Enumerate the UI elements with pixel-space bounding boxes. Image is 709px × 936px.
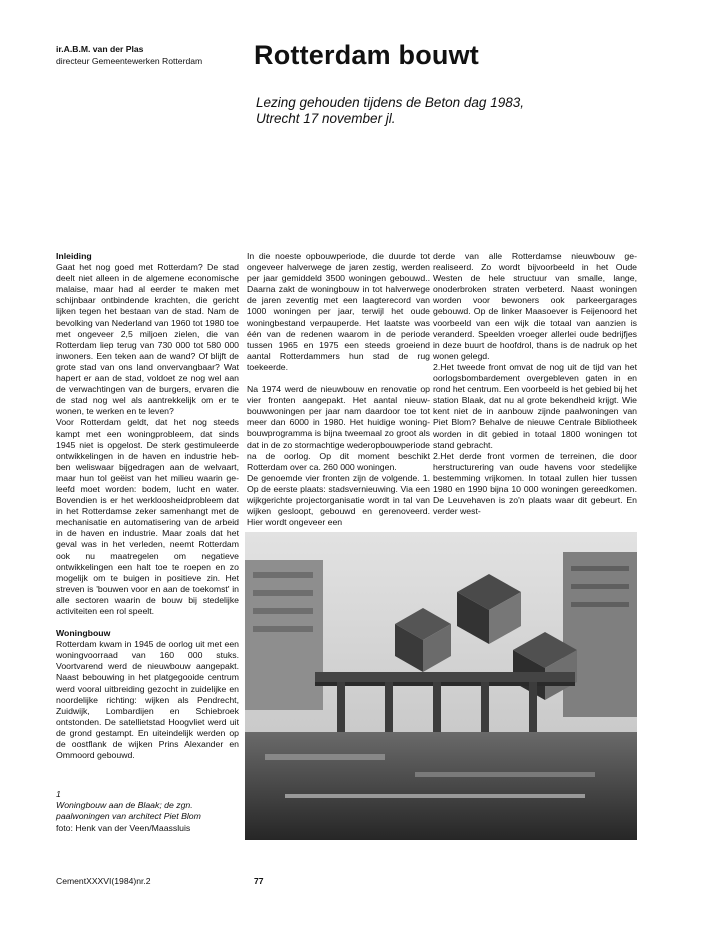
caption-line: Woningbouw aan de Blaak; de zgn. (56, 800, 193, 811)
text-column-1 (56, 251, 239, 761)
journal-reference: CementXXXVI(1984)nr.2 (56, 876, 151, 886)
author-role: directeur Gemeentewerken Rotterdam (56, 56, 203, 66)
article-subtitle (256, 95, 586, 127)
subtitle-line: Lezing gehouden tijdens de Beton dag 1983, (256, 95, 524, 110)
article-title: Rotterdam bouwt (254, 40, 479, 70)
paragraph: Voor Rotterdam geldt, dat het nog steeds kampt met een woningprobleem, dat sinds 1945 niet is opgelost. De sterk gestimuleerde ontwikkelingen in de haven en industrie hebben weliswaar bijgedragen aan de welvaart, maar hun tol geëist van het milieu waarin geleefd moet worden: bodem, lucht en water. Bovendien is er het werkloosheidprobleem dat in het Rotterdamse zeker samenhangt met de mechanisatie en automatisering van de arbeid in de haven en industrie. Maar zoals dat het geval was in het verleden, neemt Rotterdam ook nu maatregelen om negatieve ontwikkelingen een halt toe te roepen en zo mogelijk om te buigen in positieve zin. Het streven is 'bouwen voor en aan de toekomst' in alle sectoren waarin de bouw bij stedelijke activiteiten een rol speelt. (56, 417, 239, 616)
paragraph: In die noeste opbouwperiode, die duurde tot ongeveer halverwege de jaren zestig, werden per jaar gemiddeld 3500 woningen gebouwd.. Daarna zakt de woningbouw in tot halverwege de jaren zeventig met een laagterecord van 1000 woningen per jaar, terwijl het oude woningbestand verpauperde. Het laatste was één van de redenen waarom in de periode tussen 1965 en 1975 een steeds groeiend aantal Rotterdammers hun stad de rug toekeerde. (247, 251, 430, 372)
construction-photo (245, 532, 637, 840)
paragraph: De genoemde vier fronten zijn de volgende. 1. Op de eerste plaats: stadsvernieuwing. Via een wijkgerichte projectorganisatie wordt in tal van wijken gesloopt, gebouwd en gerenoveerd. Hier wordt ongeveer een (247, 472, 430, 528)
section-heading-woningbouw: Woningbouw (56, 628, 111, 639)
text-column-3 (433, 251, 637, 517)
author-name: ir.A.B.M. van der Plas (56, 44, 144, 54)
paragraph: 2.Het tweede front omvat de nog uit de tijd van het oorlogsbombardement overgebleven gaten in en rond het centrum. Een voorbeeld is het gebied bij het station Blaak, dat nu al grote bekendheid krijgt. Wie kent niet de in aanbouw zijnde paalwoningen van Piet Blom? Behalve de nieuwe Centrale Bibliotheek worden in dit gebied in totaal 1800 woningen tot stand gebracht. (433, 361, 637, 450)
paragraph: Rotterdam kwam in 1945 de oorlog uit met een woningvoorraad van 160 000 stuks. Voortvarend werd de nieuwbouw aangepakt. Naast bebouwing in het platgegooide centrum werd vooral uitbreiding gezocht in zuidelijke en noordelijke richting: wijken als Pendrecht, Zuidwijk, Lombardijen en Schiebroek ontstonden. De satellietstad Hoogvliet werd uit de grond gestampt. En uiteindelijk werden op de oostflank de wijken Prins Alexander en Ommoord gebouwd. (56, 639, 239, 761)
page-number: 77 (254, 876, 264, 886)
caption-line: paalwoningen van architect Piet Blom (56, 811, 201, 822)
subtitle-line: Utrecht 17 november jl. (256, 111, 396, 126)
paragraph: 2.Het derde front vormen de terreinen, die door herstructurering van oude havens voor stedelijke bestemming vrijkomen. In totaal zullen hier tussen 1980 en 1990 bijna 10 000 woningen gereedkomen. De Leuvehaven is zo'n plaats waar dit gebeurt. En verder west- (433, 450, 637, 517)
paragraph: Gaat het nog goed met Rotterdam? De stad deelt niet alleen in de algemene economische malaise, maar had al eerder te maken met schijnbaar ontbindende krachten, die gericht lijken tegen het bestaan van de stad. Nam de bevolking van Nederland van 1960 tot 1980 toe met ongeveer 2,5 miljoen zielen, die van Rotterdam liep terug van 730 000 tot 580 000 inwoners. Een teken aan de wand? Of blijft de grote stad van ons land onvervangbaar? Wat hapert er aan de stad, voldoet ze nog wel aan de verwachtingen van de burgers, ervaren die de stad nog wel als aantrekkelijk om er te wonen, te werken en te leven? (56, 262, 239, 417)
paragraph: Na 1974 werd de nieuwbouw en renovatie op vier fronten aangepakt. Het aantal nieuwbouwwoningen per jaar nam daardoor toe tot meer dan 6000 in 1980. Het huidige woningbouwprogramma is bijna tweemaal zo groot als dat in de zo stormachtige wederopbouwperiode na de oorlog. Op dit moment beschikt Rotterdam over ca. 260 000 woningen. (247, 384, 430, 472)
photo-caption (56, 789, 246, 834)
caption-number: 1 (56, 789, 61, 799)
section-heading-inleiding: Inleiding (56, 251, 92, 261)
paragraph: derde van alle Rotterdamse nieuwbouw gerealiseerd. Zo wordt bijvoorbeeld in het Oude Westen de hele structuur van smalle, lange, onoderbroken straten verbeterd. Naast woningen worden voor bewoners ook parkeergarages gebouwd. Op de linker Maasoever is Feijenoord het voorbeeld van een wijk die totaal van aanzien is veranderd. Speelden vroeger allerlei oude bedrijfjes in deze buurt de hoofdrol, thans is de nadruk op het wonen gelegd. (433, 251, 637, 361)
text-column-2 (247, 251, 430, 528)
photo-credit: foto: Henk van der Veen/Maassluis (56, 822, 191, 833)
